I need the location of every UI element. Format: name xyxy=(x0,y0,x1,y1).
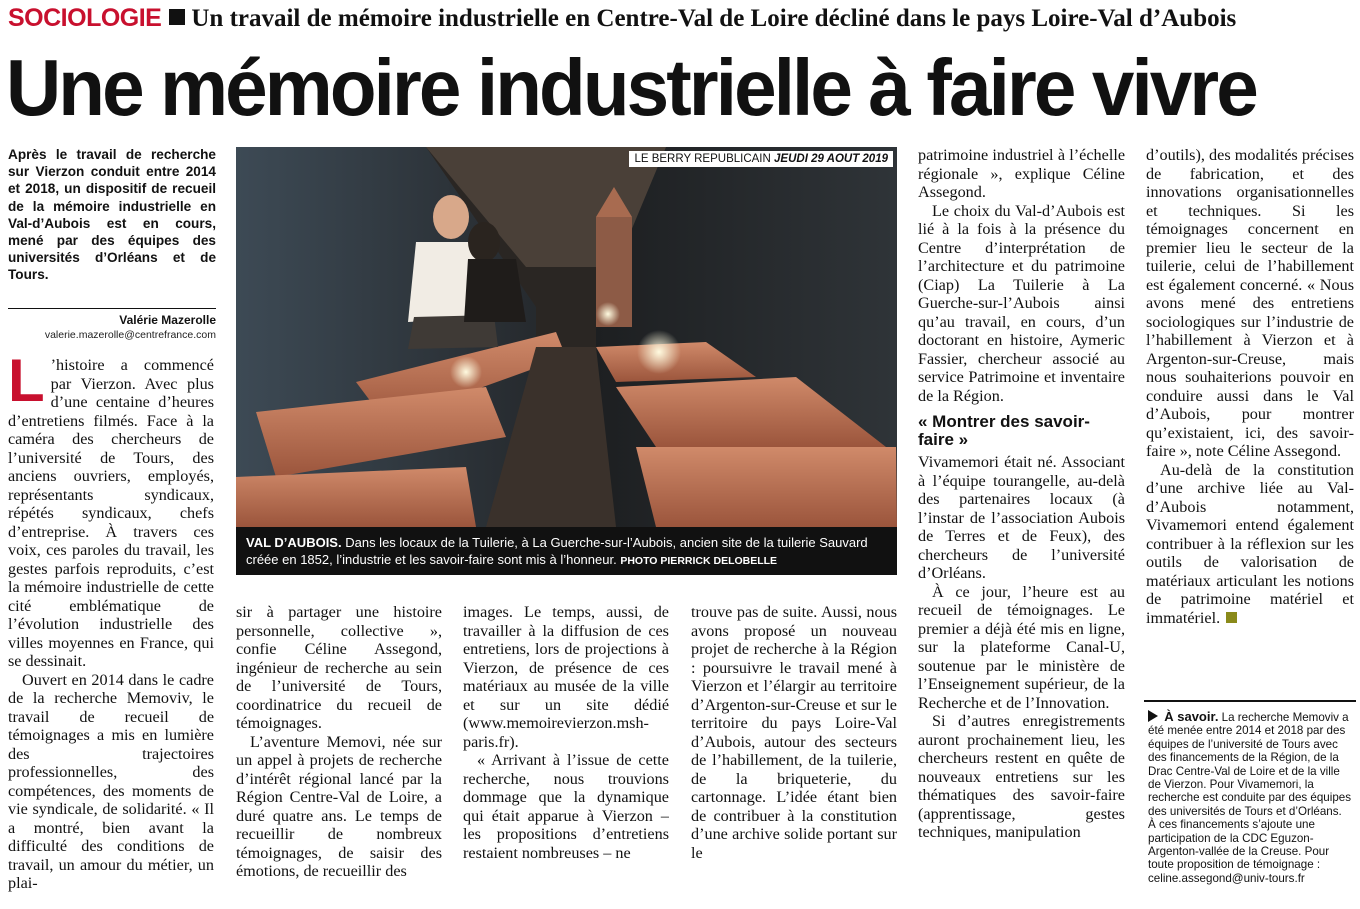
article-paragraph: Vivamemori était né. Associant à l’équipe tourangelle, au-delà des partenaires locaux (à l’instar de l’association Aubois de Terres et de Feux), des chercheurs de l’université d’Orléans. xyxy=(918,453,1125,582)
kicker xyxy=(8,2,1353,34)
info-box-title: À savoir. xyxy=(1164,709,1219,724)
rubric-label: SOCIOLOGIE xyxy=(8,4,162,32)
article-paragraph: À ce jour, l’heure est au recueil de témoignages. Le premier a déjà été mis en ligne, sur la plateforme Canal-U, soutenue par le ministère de l’Enseignement supérieur, de la Recherche et de l’Innovation. xyxy=(918,582,1125,712)
arrow-right-icon xyxy=(1148,710,1158,722)
tuilerie-photo-illustration xyxy=(236,147,897,527)
article-column-1 xyxy=(8,356,214,905)
photo-credit: PHOTO PIERRICK DELOBELLE xyxy=(620,555,778,567)
article-column-6 xyxy=(1146,146,1354,686)
article-photo xyxy=(236,147,897,527)
article-paragraph: sir à partager une histoire personnelle, collective », confie Céline Assegond, ingénieur de recherche au sein de l’université de Tours, coordinatrice du recueil de témoignages. xyxy=(236,603,442,732)
article-paragraph: « Arrivant à l’issue de cette recherche, nous trouvions dommage que la dynamique qui était apparue à Vierzon – les propositions d’entretiens restaient nombreuses – ne xyxy=(463,751,669,862)
byline xyxy=(8,308,216,348)
paragraph-text: ’histoire a commencé par Vierzon. Avec plus d’une centaine d’heures d’entretiens filmés. Face à la caméra des chercheurs de l’université de Tours, des anciens ouvriers, employés, représentants syndicaux, répétés syndicaux, chefs d’entreprise. À travers ces voix, ces paroles du travail, les gestes parfois reproduits, c’est la mémoire industrielle de cette cité emblématique de l’évolution industrielle des villes moyennes en France, qui se dessinait. xyxy=(8,356,214,670)
article-column-5 xyxy=(918,146,1125,905)
article-paragraph: Ouvert en 2014 dans le cadre de la recherche Memoviv, le travail de recueil de témoignages a mis en lumière des trajectoires professionnelles, des compétences, des moments de vie syndicale, de solidarité. « Il a montré, bien avant la difficulté des conditions de travail, un amour du métier, un plai- xyxy=(8,670,214,892)
article-paragraph: Si d’autres enregistrements auront prochainement lieu, les chercheurs restent en quête de nouveaux entretiens sur les thématiques des savoir-faire (apprentissage, gestes techniques, manipulation xyxy=(918,712,1125,841)
article-column-4 xyxy=(691,603,897,905)
source-name: LE BERRY REPUBLICAIN xyxy=(634,153,771,165)
subheading: « Montrer des savoir-faire » xyxy=(918,412,1090,449)
publication-date: JEUDI 29 AOUT 2019 xyxy=(774,153,888,165)
article-paragraph xyxy=(1146,461,1354,628)
intro-paragraph: Après le travail de recherche sur Vierzon conduit entre 2014 et 2018, un dispositif de recueil de la mémoire industrielle en Val-d’Aubois est en cours, mené par des équipes des universités d’Orléans et de Tours. xyxy=(8,147,216,283)
source-banner xyxy=(629,151,893,167)
caption-text: Dans les locaux de la Tuilerie, à La Guerche-sur-l’Aubois, ancien site de la tuilerie Sauvard créée en 1852, l’industrie et les savoir-faire sont mis à l’honneur. xyxy=(246,535,868,567)
article-paragraph: d’outils), des modalités précises de fabrication, et des innovations organisationnelles et techniques. Si les témoignages concernent en premier lieu le secteur de la tuilerie, celui de l’habillement est également concerné. « Nous avons mené des entretiens sociologiques sur l’industrie de l’habillement à Vierzon et à Argenton-sur-Creuse, mais nous souhaiterions pouvoir en conduire aussi dans le Val d’Aubois, pour montrer qu’existaient, ici, des savoir-faire », note Céline Assegond. xyxy=(1146,146,1354,460)
article-paragraph: images. Le temps, aussi, de travailler à la diffusion de ces entretiens, lors de projections à Vierzon, de présence de ces matériaux au musée de la ville et sur un site dédié (www.memoirevierzon.msh-paris.fr). xyxy=(463,603,669,751)
info-box-text: La recherche Memoviv a été menée entre 2014 et 2018 par des équipes de l’université de Tours avec des financements de la Région, de la Drac Centre-Val de Loire et de la ville de Vierzon. Pour Vivamemori, la recherche est conduite par des équipes des universités de Tours et d’Orléans. À ces financements s’ajoute une participation de la CDC Eguzon-Argenton-vallée de la Creuse. Pour toute proposition de témoignage : celine.assegond@univ-tours.fr xyxy=(1148,711,1352,885)
deck-text: Un travail de mémoire industrielle en Centre-Val de Loire décliné dans le pays Loire-Val d’Aubois xyxy=(191,5,1237,32)
end-mark-icon xyxy=(1226,612,1237,623)
photo-caption xyxy=(236,527,897,575)
article-paragraph: trouve pas de suite. Aussi, nous avons proposé un nouveau projet de recherche à la Région : poursuivre le travail mené à Vierzon et l’élargir au territoire d’Argenton-sur-Creuse et sur le territoire du pays Loire-Val d’Aubois, autour des secteurs de l’habillement, de la tuilerie, de la briqueterie, du cartonnage. L’idée étant bien de contribuer à la constitution d’une archive solide portant sur le xyxy=(691,603,897,862)
black-square-icon xyxy=(169,9,185,25)
byline-author: Valérie Mazerolle xyxy=(119,313,216,327)
info-box xyxy=(1144,700,1356,905)
byline-email[interactable]: valerie.mazerolle@centrefrance.com xyxy=(44,329,216,341)
article-paragraph xyxy=(8,356,214,671)
paragraph-text: Au-delà de la constitution d’une archive liée au Val-d’Aubois notamment, Vivamemori entend également contribuer à la réflexion sur les outils de valorisation de matériaux articulant les notions de patrimoine matériel et immatériel. xyxy=(1146,460,1354,627)
dropcap: L xyxy=(8,356,45,414)
article-paragraph: Le choix du Val-d’Aubois est lié à la fois à la présence du Centre d’interprétation de l’architecture et du patrimoine (Ciap) La Tuilerie à La Guerche-sur-l’Aubois ainsi qu’au travail, en cours, d’un doctorant en histoire, Aymeric Fassier, chercheur associé au service Patrimoine et inventaire de la Région. xyxy=(918,201,1125,405)
article-column-3 xyxy=(463,603,669,905)
article-paragraph: L’aventure Memovi, née sur un appel à projets de recherche d’intérêt régional lancé par la Région Centre-Val de Loire, a duré quatre ans. Le temps de recueillir de nombreux témoignages, de saisir des émotions, de recueillir des xyxy=(236,732,442,880)
caption-lead: VAL D’AUBOIS. xyxy=(246,535,342,550)
article-paragraph: patrimoine industriel à l’échelle régionale », explique Céline Assegond. xyxy=(918,146,1125,201)
article-column-2 xyxy=(236,603,442,905)
headline: Une mémoire industrielle à faire vivre xyxy=(6,43,1256,132)
